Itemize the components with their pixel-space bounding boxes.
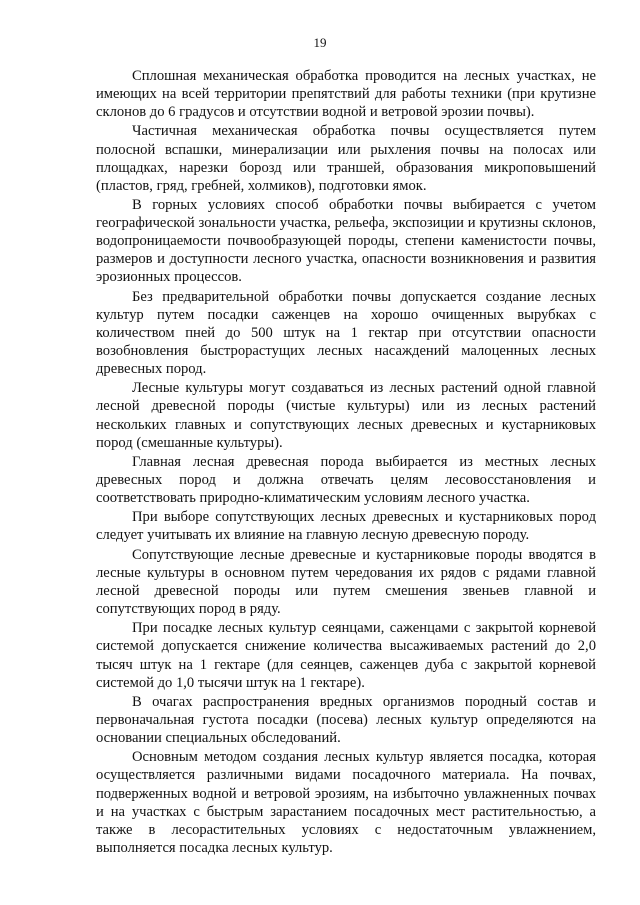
paragraph-planting-method: Основным методом создания лесных культур является посадка, которая осуществляется различными видами посадочного материала. На почвах, подверженных водной и ветровой эрозиям, на избыточно увлажненных почвах и на участках с быстрым зарастанием посадочных мест растительностью, а также в лесорастительных условиях с недостаточным увлажнением, выполняется посадка лесных культур. [96,749,596,856]
paragraph-companion-species-selection: При выборе сопутствующих лесных древесных и кустарниковых пород следует учитывать их влияние на главную лесную древесную породу. [96,509,596,544]
paragraph-mountain-conditions: В горных условиях способ обработки почвы выбирается с учетом географической зональности участка, рельефа, экспозиции и крутизны склонов, водопроницаемости почвообразующей породы, степени каменистости почвы, размеров и доступности лесного участка, опасности возникновения и развития эрозионных процессов. [96,197,596,286]
page-number: 19 [313,35,327,50]
paragraph-companion-species-introduction: Сопутствующие лесные древесные и кустарниковые породы вводятся в лесные культуры в основном путем чередования их рядов с рядами главной лесной древесной породы или путем смешения звеньев главной и сопутствующих пород в ряду. [96,546,596,618]
paragraph-partial-treatment: Частичная механическая обработка почвы осуществляется путем полосной вспашки, минерализации или рыхления почвы на полосах или площадках, нарезки борозд или траншей, образования микроповышений (пластов, гряд, гребней, холмиков), подготовки ямок. [96,123,596,194]
paragraph-main-species: Главная лесная древесная порода выбирается из местных лесных древесных пород и должна отвечать целям лесовосстановления и соответствовать природно-климатическим условиям лесного участка. [96,453,596,507]
paragraph-planting-density: При посадке лесных культур сеянцами, саженцами с закрытой корневой системой допускается снижение количества высаживаемых растений до 2,0 тысяч штук на 1 гектаре (для сеянцев, саженцев дуба с закрытой корневой системой до 1,0 тысячи штук на 1 гектаре). [96,620,596,691]
paragraph-pest-outbreaks: В очагах распространения вредных организмов породный состав и первоначальная густота посадки (посева) лесных культур определяются на основании специальных обследований. [96,693,596,747]
paragraph-continuous-treatment: Сплошная механическая обработка проводится на лесных участках, не имеющих на всей территории препятствий для работы техники (при крутизне склонов до 6 градусов и отсутствии водной и ветровой эрозии почвы). [96,68,596,121]
paragraph-pure-mixed-cultures: Лесные культуры могут создаваться из лесных растений одной главной лесной древесной породы (чистые культуры) или из лесных растений нескольких главных и сопутствующих лесных древесных и кустарниковых пород (смешанные культуры). [96,380,596,451]
document-body [96,67,596,858]
paragraph-without-pretreatment: Без предварительной обработки почвы допускается создание лесных культур путем посадки саженцев на хорошо очищенных вырубках с количеством пней до 500 штук на 1 гектар при отсутствии опасности возобновления быстрорастущих лесных насаждений малоценных лесных древесных пород. [96,288,596,378]
